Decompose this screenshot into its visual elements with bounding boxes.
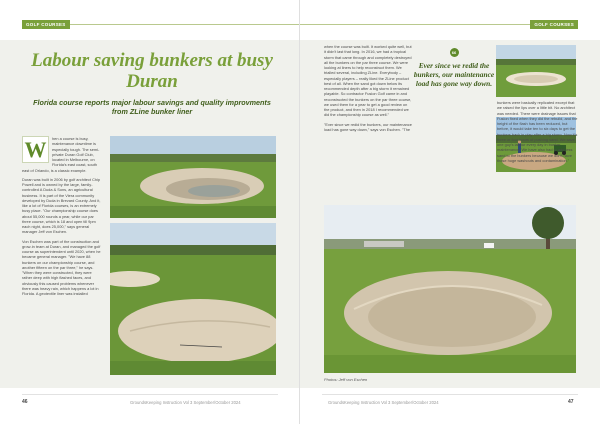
bunker-photo-5-image [324, 205, 576, 373]
article-headline: Labour saving bunkers at busy Duran [31, 50, 273, 92]
section-tag: GOLF COURSES [22, 20, 70, 29]
opening-paragraph [22, 136, 102, 173]
bunker-photo-2-image [110, 223, 276, 375]
footer-rule [22, 394, 278, 395]
body-paragraph: when the course was built. It worked quite well, but it didn't last that long. In 2016, we had a tropical storm that came through and completely destroyed all the bunkers on the par three course. We were looking at liners to help reconstruct them. We trialled several, including ZLine. Everybody – especially players – really liked the ZLine product best of all. When the sand got down below its recommended depth after a big storm it remained playable. So contractor Fusion Golf came in and reconstructed the bunkers on the par three course, we used them for a year to get a good review on the product, and then in 2018 I recommended we did the championship course as well." [324, 44, 412, 118]
footer-rule [322, 394, 578, 395]
body-paragraph: Von Eschen was part of the construction and grow-in team at Duran, and managed the golf course as superintendent until 2020, when he became general manager. "We have 88 bunkers on our championship course, and another fifteen on the par three," he says. "When they were constructed, they were rather deep with high flashed faces, and obviously this caused problems whenever there was heavy rain, which happens a lot in Florida. A geotextile liner was installed [22, 238, 101, 296]
bunker-photo-3-image [496, 45, 576, 97]
bunker-photo-3 [496, 45, 576, 97]
pull-quote-text: Ever since we redid the bunkers, our maintenance load has gone way down. [413, 61, 495, 88]
folio-line: GroundsKeeping Instruction Vol 3 September/October 2024 [328, 400, 439, 405]
body-column-1 [22, 136, 102, 300]
bunker-photo-5 [324, 205, 576, 373]
page-number: 46 [22, 399, 28, 405]
body-column-3 [497, 100, 579, 167]
bunker-photo-1-image [110, 136, 276, 218]
page-number: 47 [568, 399, 574, 405]
body-paragraph: "Ever since we redid the bunkers, our maintenance load has gone way down," says von Eschen. "The [324, 121, 412, 132]
article-standfirst: Florida course reports major labour savings and quality improvments from ZLine bunker liner [33, 98, 271, 117]
folio-line: GroundsKeeping Instruction Vol 3 September/October 2024 [130, 400, 241, 405]
header-rule [64, 24, 300, 25]
section-tag: GOLF COURSES [530, 20, 578, 29]
header-rule [300, 24, 536, 25]
body-column-2 [324, 44, 412, 136]
bunker-photo-2 [110, 223, 276, 375]
photo-credit: Photos: Jeff von Eschen [324, 377, 368, 382]
drop-cap: W [22, 136, 49, 163]
pull-quote [413, 48, 495, 88]
body-paragraph: Duran was built in 2006 by golf architect Chip Powell and is owned by the large, family-controlled A Duda & Sons, an agricultural business. It is part of the Viera community developed by Duda in Brevard County. And it, like a lot of Florida courses, is an extremely busy place. "Our championship course does about 55,000 rounds a year, while our par three course, which is 18 and open till 9pm each night, does 25,000," says general manager Jeff von Eschen. [22, 176, 101, 235]
body-paragraph: hen a course is busy, maintenance downtime is especially tough. The semi-private Duran Golf Club, located in Melbourne, on Florida's east coast, south east of Orlando, is a classic example. [22, 136, 100, 173]
body-paragraph: bunkers were basically replicated except that we raised the lips over a little bit. No architect was needed. There were drainage issues that Fusion fixed when they did the rebuild, and the height of the flash has been reduced, but before, it would take ten to six days to get the bunkers back in play after a big storm. Now it's three or four hours of pushing sand. We save one guy's labour every day in bunker maintenance. We have also had to add less sand to the bunkers because we don't have those huge washouts and contamination." [497, 100, 578, 163]
bunker-photo-1 [110, 136, 276, 218]
quote-badge-icon: 66 [450, 48, 459, 57]
